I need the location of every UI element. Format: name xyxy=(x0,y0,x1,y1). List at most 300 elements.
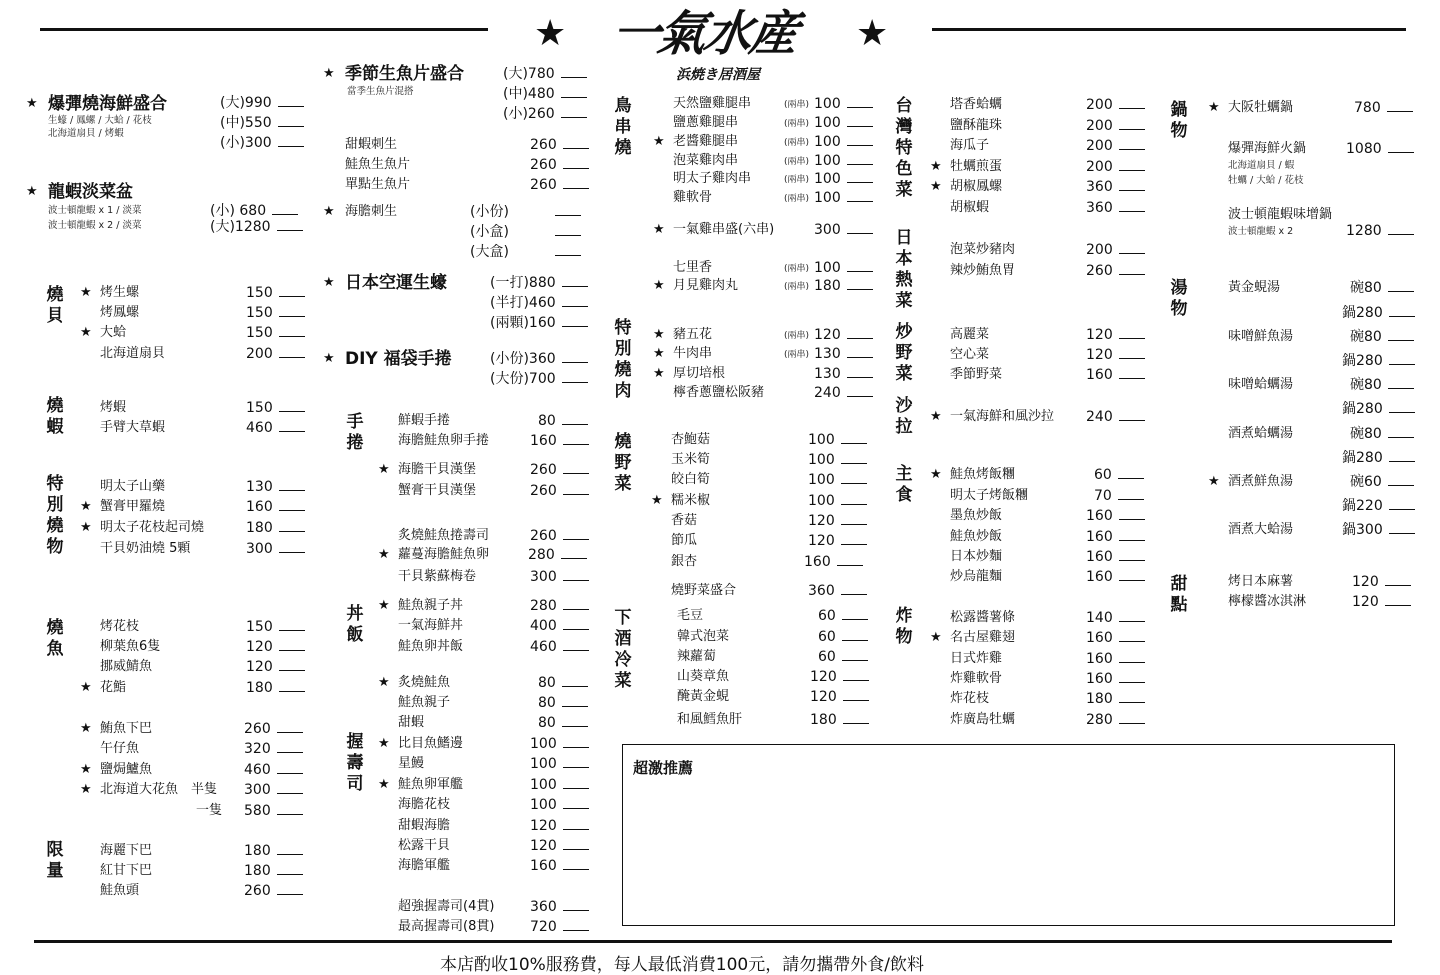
item-price: 150 xyxy=(246,324,305,342)
star-icon: ★ xyxy=(80,721,92,736)
menu-item-name: 一氣海鮮丼 xyxy=(398,618,464,633)
menu-item-name: 毛豆 xyxy=(677,608,704,623)
item-price: 120 xyxy=(808,532,867,550)
category-label: 特別燒物 xyxy=(46,474,64,557)
item-price: 150 xyxy=(246,284,305,302)
menu-item-name: 松露干貝 xyxy=(398,838,451,853)
menu-item-name: 高麗菜 xyxy=(950,327,990,342)
item-price: 160 xyxy=(530,432,589,450)
menu-item-name: 海膽花枝 xyxy=(398,797,451,812)
item-price: 100 xyxy=(808,451,867,469)
price-option: (大盒) xyxy=(470,243,581,261)
price-option: (兩顆)160 xyxy=(490,314,588,332)
menu-item-name: 蟹膏干貝漢堡 xyxy=(398,483,477,498)
category-label: 鍋物 xyxy=(1170,100,1188,141)
menu-item-name: 七里香 xyxy=(673,260,713,275)
item-price: 400 xyxy=(530,617,589,635)
item-price: 280 xyxy=(1086,711,1145,729)
star-icon: ★ xyxy=(1208,474,1220,489)
menu-item-name: 玉米筍 xyxy=(671,452,711,467)
menu-item-name: ★ 鮭魚卵軍艦 xyxy=(378,777,464,792)
item-price: 120 xyxy=(246,658,305,676)
menu-item-name: 泡菜炒豬肉 xyxy=(950,242,1016,257)
menu-item-name: 鮭魚頭 xyxy=(100,883,140,898)
item-price: 鍋280 xyxy=(1342,449,1415,467)
menu-item-name: 波士頓龍蝦味增鍋 xyxy=(1228,207,1333,222)
menu-item-name: 鮮蝦手捲 xyxy=(398,413,451,428)
menu-item-name: 天然鹽雞腿串 xyxy=(673,96,752,111)
item-price: 160 xyxy=(1086,507,1145,525)
star-icon: ★ xyxy=(930,467,942,482)
menu-item-name: 燒野菜盛合 xyxy=(671,583,737,598)
item-price: 300 xyxy=(814,221,873,239)
menu-item-name: 超強握壽司(4貫) xyxy=(398,899,495,914)
menu-item-name: 黃金蜆湯 xyxy=(1228,280,1281,295)
item-price: 240 xyxy=(1086,408,1145,426)
item-price: 120 xyxy=(810,688,869,706)
star-icon: ★ xyxy=(930,630,942,645)
item-price: 320 xyxy=(244,740,303,758)
item-price: 160 xyxy=(530,857,589,875)
price-option: (半打)460 xyxy=(490,294,588,312)
menu-item-name: 銀杏 xyxy=(671,554,698,569)
item-price: 60 xyxy=(818,607,868,625)
item-price: 180 xyxy=(810,711,869,729)
item-price: 鍋220 xyxy=(1342,497,1415,515)
price-option: (小) 680 xyxy=(210,202,298,220)
item-price: 260 xyxy=(1086,262,1145,280)
item-price: 80 xyxy=(538,412,588,430)
item-price: 200 xyxy=(1086,158,1145,176)
item-price: 鍋280 xyxy=(1342,304,1415,322)
item-price: 130 xyxy=(814,365,873,383)
menu-item-name: 挪威鯖魚 xyxy=(100,659,153,674)
item-price: 碗80 xyxy=(1350,279,1414,297)
menu-item-name: 爆彈海鮮火鍋 xyxy=(1228,141,1307,156)
item-price: 180 xyxy=(246,679,305,697)
header-rule-right xyxy=(932,28,1406,31)
item-price: 碗60 xyxy=(1350,473,1414,491)
footer-rule xyxy=(34,940,1392,943)
menu-item-name: ★ 北海道大花魚 半隻 xyxy=(80,782,218,797)
menu-item-name: ★ 炙燒鮭魚 xyxy=(378,675,451,690)
item-price: 100 xyxy=(530,796,589,814)
menu-item-name: 炸雞軟骨 xyxy=(950,671,1003,686)
item-price: 720 xyxy=(530,918,589,936)
menu-item-name: 檸檬醬冰淇淋 xyxy=(1228,594,1307,609)
item-price: 150 xyxy=(246,618,305,636)
set-name: ★ 季節生魚片盛合 xyxy=(323,64,464,84)
star-icon: ★ xyxy=(378,675,390,690)
menu-item-name: 墨魚炒飯 xyxy=(950,508,1003,523)
item-price: 160 xyxy=(1086,670,1145,688)
menu-item-name: 皎白筍 xyxy=(671,472,711,487)
item-price: 100 xyxy=(530,755,589,773)
menu-item-name: 酒煮大蛤湯 xyxy=(1228,522,1294,537)
menu-item-name: 炸花枝 xyxy=(950,691,990,706)
tagline: 浜焼き居酒屋 xyxy=(676,67,760,83)
menu-item-name: 烤蝦 xyxy=(100,400,127,415)
category-label: 燒蝦 xyxy=(46,396,64,437)
price-option: (小份) xyxy=(470,203,581,221)
item-price: 160 xyxy=(246,498,305,516)
price-option: (小盒) xyxy=(470,223,581,241)
item-price: 140 xyxy=(1086,609,1145,627)
menu-item-name: 單點生魚片 xyxy=(345,177,411,192)
menu-item-name: ★ 比目魚鰭邊 xyxy=(378,736,464,751)
item-price: 200 xyxy=(1086,137,1145,155)
menu-item-name: 鮭魚生魚片 xyxy=(345,157,411,172)
star-icon: ★ xyxy=(378,462,390,477)
menu-item-name: 甜蝦海膽 xyxy=(398,818,451,833)
menu-item-name: 最高握壽司(8貫) xyxy=(398,919,495,934)
menu-item-name: 韓式泡菜 xyxy=(677,629,730,644)
unit-note: (兩串) xyxy=(784,119,810,129)
star-icon: ★ xyxy=(378,547,390,562)
item-price: 260 xyxy=(530,176,589,194)
set-name: ★ 爆彈燒海鮮盛合 xyxy=(26,94,167,114)
menu-item-name: 一隻 xyxy=(196,803,223,818)
menu-item-name: ★ 一氣雞串盛(六串) xyxy=(653,222,775,237)
item-price: 80 xyxy=(538,694,588,712)
menu-item-name: 鮭魚親子 xyxy=(398,695,451,710)
category-label: 甜點 xyxy=(1170,574,1188,615)
menu-item-name: ★ 牛肉串 xyxy=(653,346,713,361)
menu-item-name: 和風鱈魚肝 xyxy=(677,712,743,727)
menu-item-name: ★ 蟹膏甲羅燒 xyxy=(80,499,166,514)
item-price: 260 xyxy=(530,461,589,479)
menu-item-name: 鮭魚卵丼飯 xyxy=(398,639,464,654)
menu-item-name: 炙燒鮭魚捲壽司 xyxy=(398,528,490,543)
item-price: 60 xyxy=(818,648,868,666)
item-price: 1080 xyxy=(1346,140,1414,158)
category-label: 限量 xyxy=(46,840,64,881)
item-price: 80 xyxy=(538,714,588,732)
item-price: 120 xyxy=(1352,573,1411,591)
star-icon: ★ xyxy=(80,285,92,300)
set-desc: 波士頓龍蝦 x 2 / 淡菜 xyxy=(48,220,142,231)
category-label: 日本熱菜 xyxy=(895,228,913,311)
star-icon: ★ xyxy=(378,777,390,792)
star-icon: ★ xyxy=(930,179,942,194)
star-icon: ★ xyxy=(80,782,92,797)
menu-item-name: ★ 鮪魚下巴 xyxy=(80,721,153,736)
price-option: (小)300 xyxy=(220,134,304,152)
menu-item-name: 烤日本麻薯 xyxy=(1228,574,1294,589)
menu-item-name: ★ 一氣海鮮和風沙拉 xyxy=(930,409,1055,424)
menu-item-name: 干貝紫蘇梅卷 xyxy=(398,569,477,584)
star-icon: ★ xyxy=(378,736,390,751)
set-desc: 生蠔 / 鳳螺 / 大蛤 / 花枝 xyxy=(48,115,152,126)
menu-item-name: ★ 酒煮鮮魚湯 xyxy=(1208,474,1294,489)
set-name: ★ 龍蝦淡菜盆 xyxy=(26,182,133,202)
unit-note: (兩串) xyxy=(784,157,810,167)
item-price: 70 xyxy=(1094,487,1144,505)
item-price: 鍋280 xyxy=(1342,400,1415,418)
menu-item-name: 甜蝦 xyxy=(398,715,425,730)
menu-item-name: ★ 老醬雞腿串 xyxy=(653,134,739,149)
menu-item-name: 星鰻 xyxy=(398,756,425,771)
item-price: 160 xyxy=(1086,650,1145,668)
price-option: (中)480 xyxy=(503,85,587,103)
item-price: 100 xyxy=(530,776,589,794)
item-price: 360 xyxy=(530,898,589,916)
item-price: 180 xyxy=(1086,690,1145,708)
star-icon: ★ xyxy=(930,409,942,424)
category-label: 炸物 xyxy=(895,606,913,647)
price-option: (大份)700 xyxy=(490,370,588,388)
item-price: 460 xyxy=(244,761,303,779)
item-price: 360 xyxy=(1086,199,1145,217)
item-price: 360 xyxy=(1086,178,1145,196)
item-price: 120 xyxy=(530,837,589,855)
unit-note: (兩串) xyxy=(784,100,810,110)
menu-item-name: 明太子山藥 xyxy=(100,479,166,494)
menu-item-name: ★ 鮭魚烤飯糰 xyxy=(930,467,1016,482)
menu-item-name: ★ 海膽刺生 xyxy=(323,204,398,219)
menu-item-name: 節瓜 xyxy=(671,533,698,548)
menu-item-name: 日式炸雞 xyxy=(950,651,1003,666)
category-label: 下酒冷菜 xyxy=(614,608,632,691)
unit-note: (兩串) xyxy=(784,350,810,360)
footer-notice: 本店酌收10%服務費，每人最低消費100元，請勿攜帶外食/飲料 xyxy=(440,955,924,975)
set-desc: 當季生魚片混搭 xyxy=(347,86,414,97)
item-price: 碗80 xyxy=(1350,328,1414,346)
item-price: 280 xyxy=(530,597,589,615)
category-label: 手捲 xyxy=(346,412,364,453)
item-price: 300 xyxy=(244,781,303,799)
item-price: 460 xyxy=(530,638,589,656)
menu-item-name: ★ 花鮨 xyxy=(80,680,127,695)
menu-item-name: 雞軟骨 xyxy=(673,190,713,205)
item-price: 160 xyxy=(1086,528,1145,546)
category-label: 燒野菜 xyxy=(614,432,632,494)
item-price: 130 xyxy=(246,478,305,496)
item-price: 160 xyxy=(804,553,863,571)
menu-item-name: ★ 烤生螺 xyxy=(80,285,140,300)
set-name: ★ 日本空運生蠔 xyxy=(323,273,447,293)
item-price: 100 xyxy=(814,259,873,277)
star-icon: ★ xyxy=(378,598,390,613)
item-price: 100 xyxy=(814,170,873,188)
item-price: 120 xyxy=(1086,346,1145,364)
menu-item-name: 明太子雞肉串 xyxy=(673,171,752,186)
item-price: 120 xyxy=(530,817,589,835)
menu-item-name: 海瓜子 xyxy=(950,138,990,153)
price-option: (大)780 xyxy=(503,65,587,83)
category-label: 特別燒肉 xyxy=(614,318,632,401)
menu-item-name: ★ 海膽干貝漢堡 xyxy=(378,462,477,477)
item-price: 260 xyxy=(530,527,589,545)
menu-item-name: 甜蝦刺生 xyxy=(345,137,398,152)
item-price: 100 xyxy=(814,114,873,132)
menu-item-name: ★ 大阪牡蠣鍋 xyxy=(1208,100,1294,115)
star-icon: ★ xyxy=(80,499,92,514)
menu-item-name: ★ 明太子花枝起司燒 xyxy=(80,520,205,535)
star-icon: ★ xyxy=(856,13,889,54)
item-price: 100 xyxy=(814,95,873,113)
menu-item-name: ★ 糯米椒 xyxy=(651,493,711,508)
item-price: 580 xyxy=(244,802,303,820)
menu-item-name: 烤花枝 xyxy=(100,619,140,634)
item-price: 鍋280 xyxy=(1342,352,1415,370)
menu-item-name: ★ 月見雞肉丸 xyxy=(653,278,739,293)
item-price: 1280 xyxy=(1346,222,1414,240)
menu-item-name: 鹽酥龍珠 xyxy=(950,118,1003,133)
menu-item-name: 柳葉魚6隻 xyxy=(100,639,161,654)
star-icon: ★ xyxy=(653,327,665,342)
menu-item-name: 醃黃金蜆 xyxy=(677,689,730,704)
recommend-box xyxy=(622,744,1395,926)
item-price: 150 xyxy=(246,304,305,322)
item-price: 260 xyxy=(530,156,589,174)
price-option: (小)260 xyxy=(503,105,587,123)
item-price: 260 xyxy=(530,482,589,500)
set-desc: 牡蠣 / 大蛤 / 花枝 xyxy=(1228,175,1304,186)
item-price: 120 xyxy=(814,326,873,344)
menu-item-name: 海麗下巴 xyxy=(100,843,153,858)
star-icon: ★ xyxy=(653,366,665,381)
menu-item-name: 海膽軍艦 xyxy=(398,858,451,873)
menu-item-name: 鹽蔥雞腿串 xyxy=(673,115,739,130)
item-price: 180 xyxy=(814,277,873,295)
item-price: 200 xyxy=(1086,96,1145,114)
star-icon: ★ xyxy=(653,346,665,361)
item-price: 780 xyxy=(1354,99,1413,117)
menu-item-name: 北海道扇貝 xyxy=(100,346,166,361)
unit-note: (兩串) xyxy=(784,331,810,341)
category-label: 燒魚 xyxy=(46,618,64,659)
item-price: 200 xyxy=(1086,241,1145,259)
menu-item-name: 炸廣島牡蠣 xyxy=(950,712,1016,727)
category-label: 燒貝 xyxy=(46,285,64,326)
item-price: 120 xyxy=(246,638,305,656)
item-price: 100 xyxy=(808,471,867,489)
menu-item-name: ★ 厚切培根 xyxy=(653,366,726,381)
menu-item-name: 紅甘下巴 xyxy=(100,863,153,878)
menu-item-name: 杏鮑菇 xyxy=(671,432,711,447)
item-price: 300 xyxy=(530,568,589,586)
star-icon: ★ xyxy=(534,13,567,54)
star-icon: ★ xyxy=(80,680,92,695)
item-price: 80 xyxy=(538,674,588,692)
price-option: (一打)880 xyxy=(490,274,588,292)
item-price: 60 xyxy=(818,628,868,646)
item-price: 100 xyxy=(530,735,589,753)
item-price: 160 xyxy=(1086,548,1145,566)
menu-item-name: 明太子烤飯糰 xyxy=(950,488,1029,503)
item-price: 200 xyxy=(1086,117,1145,135)
menu-item-name: 辣蘿蔔 xyxy=(677,649,717,664)
menu-item-name: 辣炒鮪魚胃 xyxy=(950,263,1016,278)
item-price: 120 xyxy=(810,668,869,686)
category-label: 台灣特色菜 xyxy=(895,96,913,200)
logo: 一氣水産 xyxy=(608,6,800,62)
set-desc: 波士頓龍蝦 x 1 / 淡菜 xyxy=(48,205,142,216)
unit-note: (兩串) xyxy=(784,194,810,204)
item-price: 鍋300 xyxy=(1342,521,1415,539)
item-price: 100 xyxy=(814,189,873,207)
set-desc: 北海道扇貝 / 蝦 xyxy=(1228,160,1295,171)
menu-item-name: 檸香蔥鹽松阪豬 xyxy=(673,385,765,400)
menu-item-name: 泡菜雞肉串 xyxy=(673,153,739,168)
price-option: (大)990 xyxy=(220,94,304,112)
item-price: 260 xyxy=(244,720,303,738)
item-price: 130 xyxy=(814,345,873,363)
header-rule-left xyxy=(40,28,488,31)
category-label: 湯物 xyxy=(1170,278,1188,319)
menu-item-name: ★ 牡蠣煎蛋 xyxy=(930,159,1003,174)
category-label: 鳥串燒 xyxy=(614,96,632,158)
menu-item-name: 海膽鮭魚卵手捲 xyxy=(398,433,490,448)
item-price: 360 xyxy=(808,582,867,600)
item-price: 160 xyxy=(1086,366,1145,384)
star-icon: ★ xyxy=(80,762,92,777)
item-price: 100 xyxy=(814,133,873,151)
menu-item-name: 干貝奶油燒 5顆 xyxy=(100,541,191,556)
star-icon: ★ xyxy=(80,325,92,340)
star-icon: ★ xyxy=(653,278,665,293)
item-price: 160 xyxy=(1086,629,1145,647)
item-price: 280 xyxy=(528,546,587,564)
menu-item-name: 炒烏龍麵 xyxy=(950,569,1003,584)
menu-item-name: 山葵章魚 xyxy=(677,669,730,684)
item-price: 460 xyxy=(246,419,305,437)
item-price: 60 xyxy=(1094,466,1144,484)
star-icon: ★ xyxy=(653,134,665,149)
menu-item-name: 手臂大草蝦 xyxy=(100,420,166,435)
menu-item-name: ★ 蘿蔓海膽鮭魚卵 xyxy=(378,547,490,562)
item-price: 180 xyxy=(246,519,305,537)
item-price: 碗80 xyxy=(1350,376,1414,394)
item-price: 300 xyxy=(246,540,305,558)
item-price: 260 xyxy=(244,882,303,900)
menu-item-name: 空心菜 xyxy=(950,347,990,362)
menu-item-name: ★ 豬五花 xyxy=(653,327,713,342)
item-price: 180 xyxy=(244,862,303,880)
menu-item-name: ★ 鮭魚親子丼 xyxy=(378,598,464,613)
item-price: 120 xyxy=(808,512,867,530)
item-price: 240 xyxy=(814,384,873,402)
category-label: 丼飯 xyxy=(346,604,364,645)
menu-item-name: 鮭魚炒飯 xyxy=(950,529,1003,544)
menu-item-name: ★ 胡椒鳳螺 xyxy=(930,179,1003,194)
menu-item-name: ★ 名古屋雞翅 xyxy=(930,630,1016,645)
item-price: 100 xyxy=(808,492,867,510)
set-desc: 波士頓龍蝦 x 2 xyxy=(1228,226,1294,237)
menu-item-name: 季節野菜 xyxy=(950,367,1003,382)
item-price: 160 xyxy=(1086,568,1145,586)
star-icon: ★ xyxy=(930,159,942,174)
item-price: 120 xyxy=(1086,326,1145,344)
item-price: 200 xyxy=(246,345,305,363)
menu-item-name: 日本炒麵 xyxy=(950,549,1003,564)
star-icon: ★ xyxy=(651,493,663,508)
menu-item-name: 香菇 xyxy=(671,513,698,528)
item-price: 120 xyxy=(1352,593,1411,611)
item-price: 100 xyxy=(814,152,873,170)
item-price: 180 xyxy=(244,842,303,860)
menu-item-name: ★ 鹽焗鱸魚 xyxy=(80,762,153,777)
menu-item-name: 味噌蛤蠣湯 xyxy=(1228,377,1294,392)
menu-item-name: 胡椒蝦 xyxy=(950,200,990,215)
unit-note: (兩串) xyxy=(784,282,810,292)
category-label: 沙拉 xyxy=(895,396,913,437)
unit-note: (兩串) xyxy=(784,264,810,274)
set-desc: 北海道扇貝 / 烤蝦 xyxy=(48,128,124,139)
item-price: 150 xyxy=(246,399,305,417)
menu-item-name: 塔香蛤蠣 xyxy=(950,97,1003,112)
